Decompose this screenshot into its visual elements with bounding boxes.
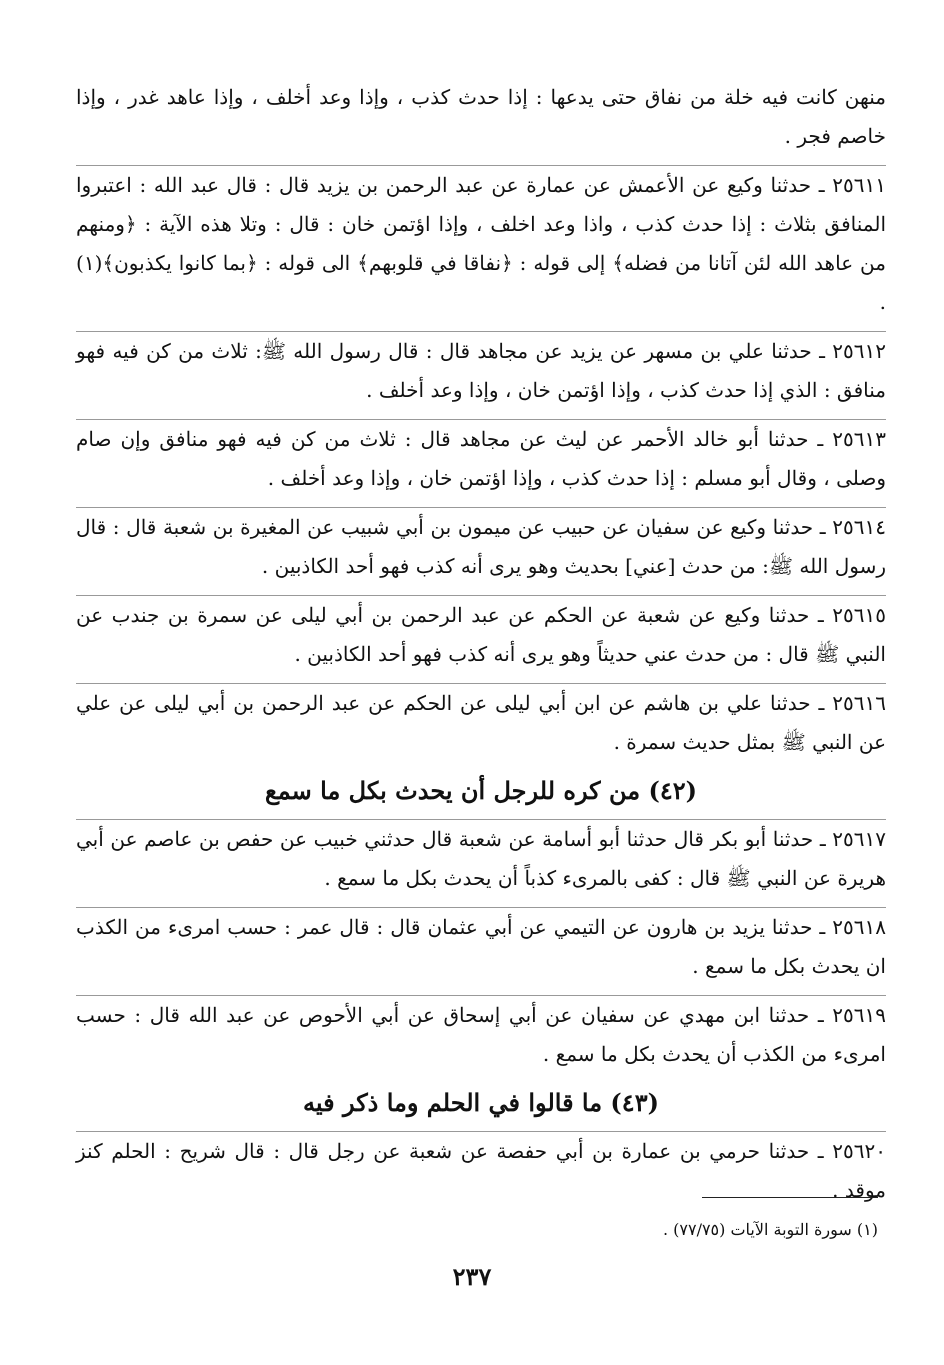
footnote: (١) سورة التوبة الآيات (٧٧/٧٥) . xyxy=(662,1220,878,1239)
hadith-25612: ٢٥٦١٢ ـ حدثنا علي بن مسهر عن يزيد عن مجاهد قال : قال رسول الله ﷺ: ثلاث من كن فيه فهو منافق : الذي إذا حدث كذب ، وإذا اؤتمن خان ، وإذا وعد أخلف . xyxy=(76,339,886,402)
hadith-25617: ٢٥٦١٧ ـ حدثنا أبو بكر قال حدثنا أبو أسامة عن شعبة قال حدثني خبيب عن حفص بن عاصم عن أبي هريرة عن النبي ﷺ قال : كفى بالمرىء كذباً أن يحدث بكل ما سمع . xyxy=(76,827,886,890)
hadith-25611: ٢٥٦١١ ـ حدثنا وكيع عن الأعمش عن عمارة عن عبد الرحمن بن يزيد قال : قال عبد الله : اعتبروا المنافق بثلاث : إذا حدث كذب ، واذا وعد اخلف ، وإذا اؤتمن خان : قال : وتلا هذه الآية : ﴿ومنهم من عاهد الله لئن آتانا من فضله﴾ إلى قوله : ﴿نفاقا في قلوبهم﴾ الى قوله : ﴿بما كانوا يكذبون﴾(١) . xyxy=(76,173,887,314)
hadith-25618: ٢٥٦١٨ ـ حدثنا يزيد بن هارون عن التيمي عن أبي عثمان قال : قال عمر : حسب امرىء من الكذب ان يحدث بكل ما سمع . xyxy=(76,915,886,978)
hadith-25619: ٢٥٦١٩ ـ حدثنا ابن مهدي عن سفيان عن أبي إسحاق عن أبي الأحوص عن عبد الله قال : حسب امرىء من الكذب أن يحدث بكل ما سمع . xyxy=(76,1003,887,1066)
section-heading-42: (٤٢) من كره للرجل أن يحدث بكل ما سمع xyxy=(265,776,697,805)
hadith-25620: ٢٥٦٢٠ ـ حدثنا حرمي بن عمارة بن أبي حفصة عن شعبة عن رجل قال : قال شريح : الحلم كنز موقد . xyxy=(76,1139,886,1202)
hadith-25614: ٢٥٦١٤ ـ حدثنا وكيع عن سفيان عن حبيب عن ميمون بن أبي شبيب عن المغيرة بن شعبة قال : قال رسول الله ﷺ: من حدث [عني] بحديث وهو يرى أنه كذب فهو أحد الكاذبين . xyxy=(76,515,886,578)
page-number: ٢٣٧ xyxy=(452,1262,492,1291)
hadith-25616: ٢٥٦١٦ ـ حدثنا علي بن هاشم عن ابن أبي ليلى عن الحكم عن عبد الرحمن بن أبي ليلى عن علي عن النبي ﷺ بمثل حديث سمرة . xyxy=(76,691,886,754)
entry-continuation: منهن كانت فيه خلة من نفاق حتى يدعها : إذا حدث كذب ، وإذا وعد أخلف ، وإذا عاهد غدر ، وإذا خاصم فجر . xyxy=(76,85,886,148)
footnote-separator xyxy=(702,1197,878,1198)
section-heading-43: (٤٣) ما قالوا في الحلم وما ذكر فيه xyxy=(303,1088,659,1117)
hadith-25613: ٢٥٦١٣ ـ حدثنا أبو خالد الأحمر عن ليث عن مجاهد قال : ثلاث من كن فيه فهو منافق وإن صام وصلى ، وقال أبو مسلم : إذا حدث كذب ، وإذا اؤتمن خان ، وإذا وعد أخلف . xyxy=(76,427,886,490)
hadith-25615: ٢٥٦١٥ ـ حدثنا وكيع عن شعبة عن الحكم عن عبد الرحمن بن أبي ليلى عن سمرة بن جندب عن النبي ﷺ قال : من حدث عني حديثاً وهو يرى أنه كذب فهو أحد الكاذبين . xyxy=(76,603,886,666)
page-body xyxy=(76,78,886,1219)
